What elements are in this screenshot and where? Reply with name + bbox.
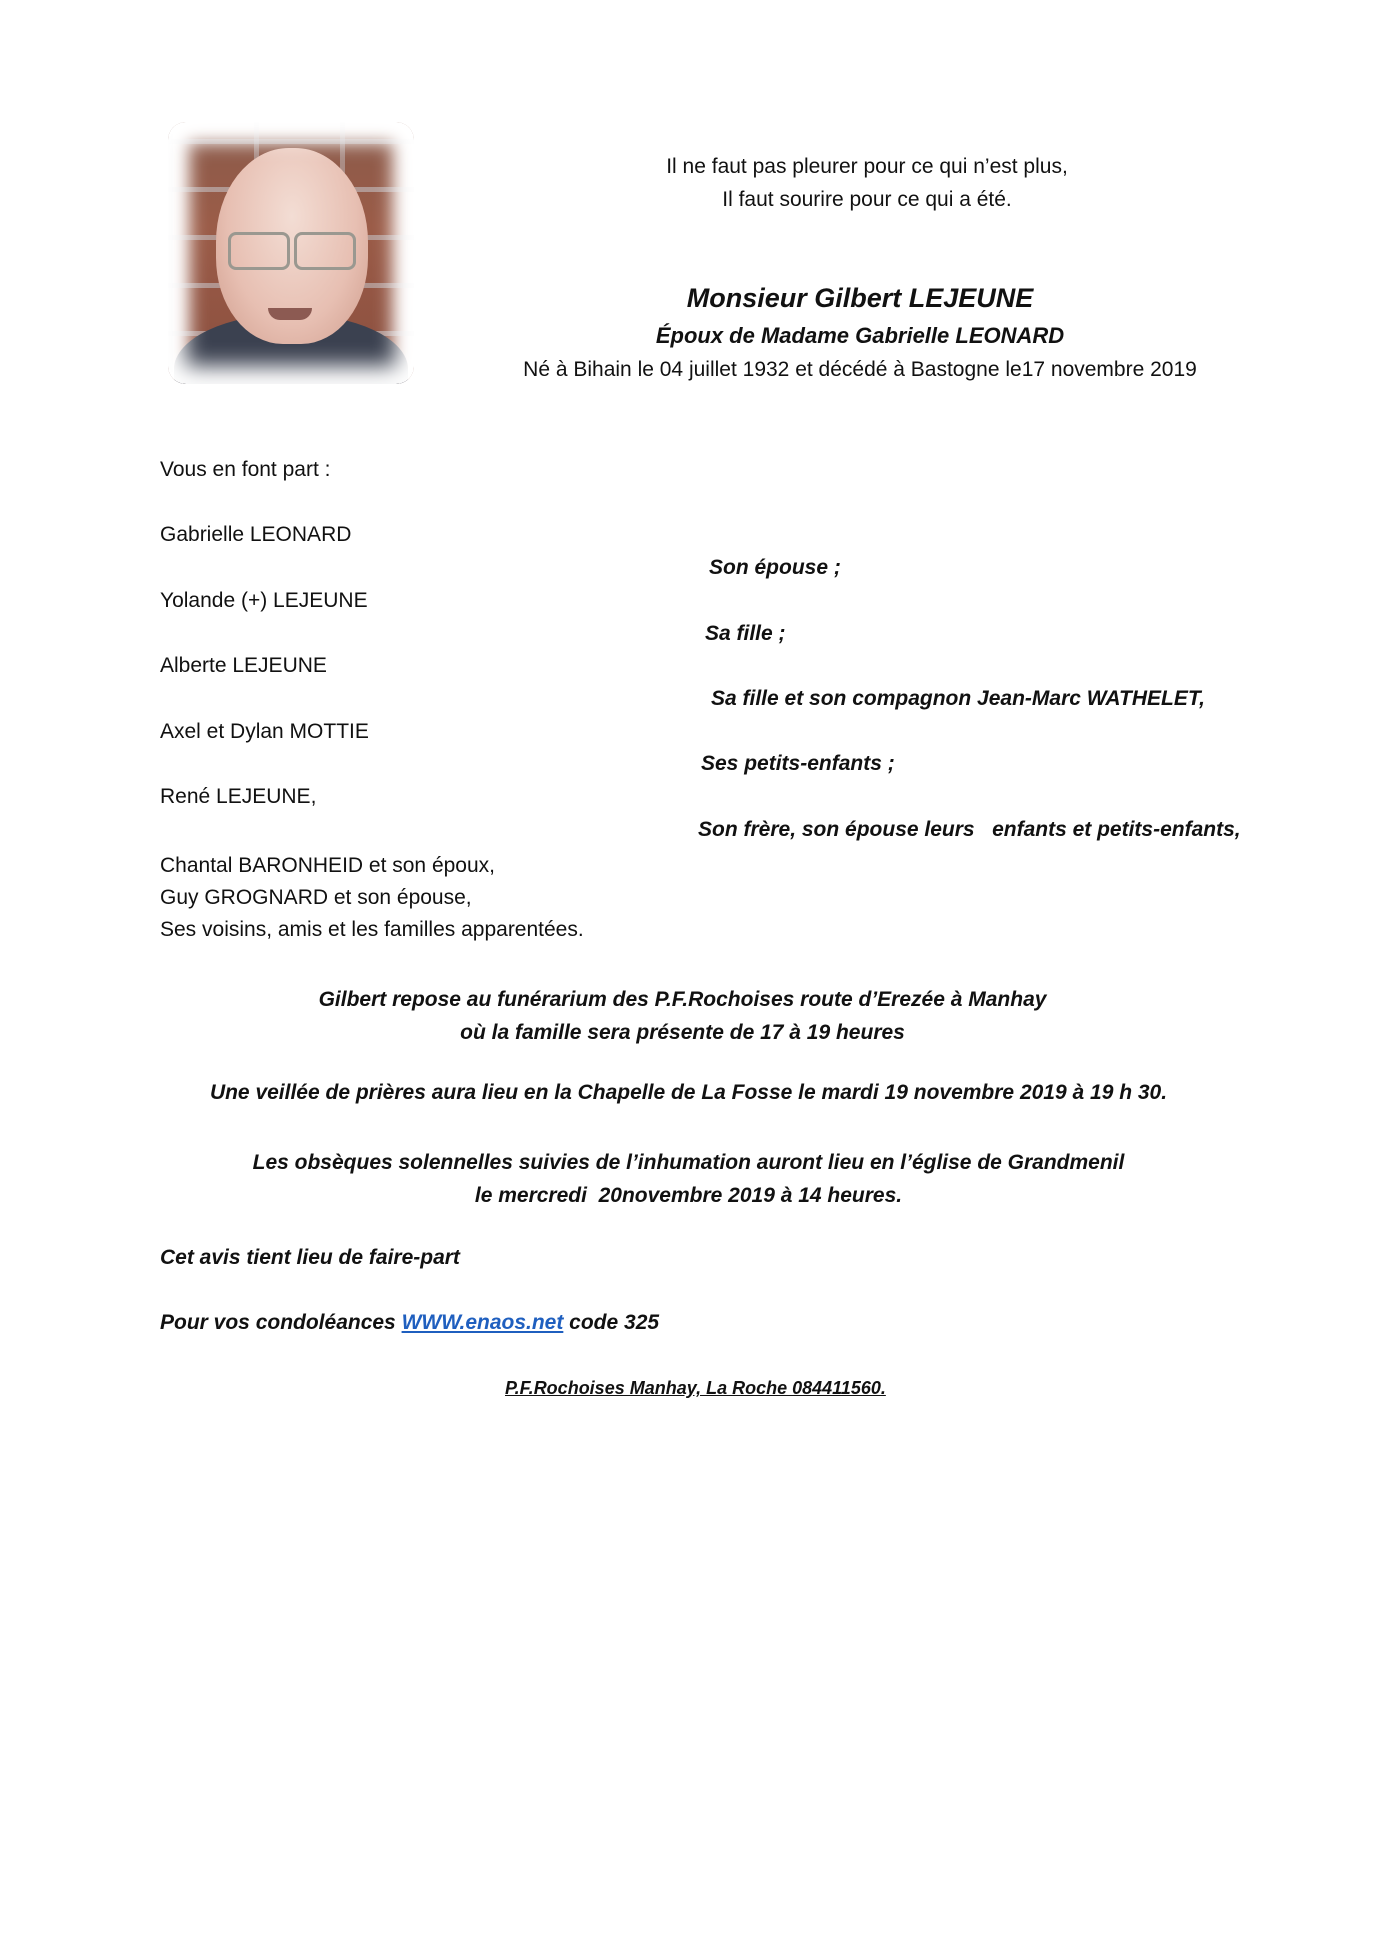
condolences-suffix: code 325 <box>563 1311 660 1334</box>
condolences-prefix: Pour vos condoléances <box>160 1311 402 1334</box>
spouse-line: Époux de Madame Gabrielle LEONARD <box>655 323 1065 348</box>
funeral-line-2: le mercredi 20novembre 2019 à 14 heures. <box>474 1184 903 1207</box>
dates-line: Né à Bihain le 04 juillet 1932 et décédé à Bastogne le17 novembre 2019 <box>523 358 1197 381</box>
condolences-line <box>160 1311 659 1335</box>
family-member-name: Axel et Dylan MOTTIE <box>160 720 369 743</box>
funeral-info <box>0 1146 1377 1212</box>
family-member-relation: Son épouse ; <box>709 556 841 579</box>
funeral-line-1: Les obsèques solennelles suivies de l’inhumation auront lieu en l’église de Grandmenil <box>252 1151 1125 1174</box>
vigil-info: Une veillée de prières aura lieu en la Chapelle de La Fosse le mardi 19 novembre 2019 à 19 h 30. <box>209 1081 1168 1104</box>
other-mourner: Guy GROGNARD et son épouse, <box>160 886 472 909</box>
repose-info <box>0 983 1371 1049</box>
other-mourners <box>160 850 584 946</box>
other-mourner: Chantal BARONHEID et son époux, <box>160 854 495 877</box>
portrait-photo <box>168 122 414 384</box>
condolences-link[interactable]: WWW.enaos.net <box>401 1311 564 1334</box>
family-member-name: Alberte LEJEUNE <box>160 654 327 677</box>
quote <box>637 150 1097 216</box>
family-intro: Vous en font part : <box>160 458 331 481</box>
quote-line-2: Il faut sourire pour ce qui a été. <box>722 188 1012 211</box>
family-member-name: Gabrielle LEONARD <box>160 523 352 546</box>
family-member-name: René LEJEUNE, <box>160 785 317 808</box>
photo-vignette <box>168 122 414 384</box>
repose-line-2: où la famille sera présente de 17 à 19 heures <box>460 1021 905 1044</box>
family-member-relation: Ses petits-enfants ; <box>701 752 895 775</box>
family-member-relation: Son frère, son épouse leurs enfants et petits-enfants, <box>698 818 1241 841</box>
quote-line-1: Il ne faut pas pleurer pour ce qui n’est plus, <box>666 155 1068 178</box>
notice-text: Cet avis tient lieu de faire-part <box>160 1246 460 1269</box>
family-member-relation: Sa fille et son compagnon Jean-Marc WATHELET, <box>711 687 1205 710</box>
funeral-home-footer: P.F.Rochoises Manhay, La Roche 084411560. <box>505 1378 886 1398</box>
deceased-name: Monsieur Gilbert LEJEUNE <box>686 283 1034 313</box>
repose-line-1: Gilbert repose au funérarium des P.F.Rochoises route d’Erezée à Manhay <box>318 988 1047 1011</box>
family-member-relation: Sa fille ; <box>705 622 786 645</box>
other-mourner: Ses voisins, amis et les familles apparentées. <box>160 918 584 941</box>
family-member-name: Yolande (+) LEJEUNE <box>160 589 368 612</box>
